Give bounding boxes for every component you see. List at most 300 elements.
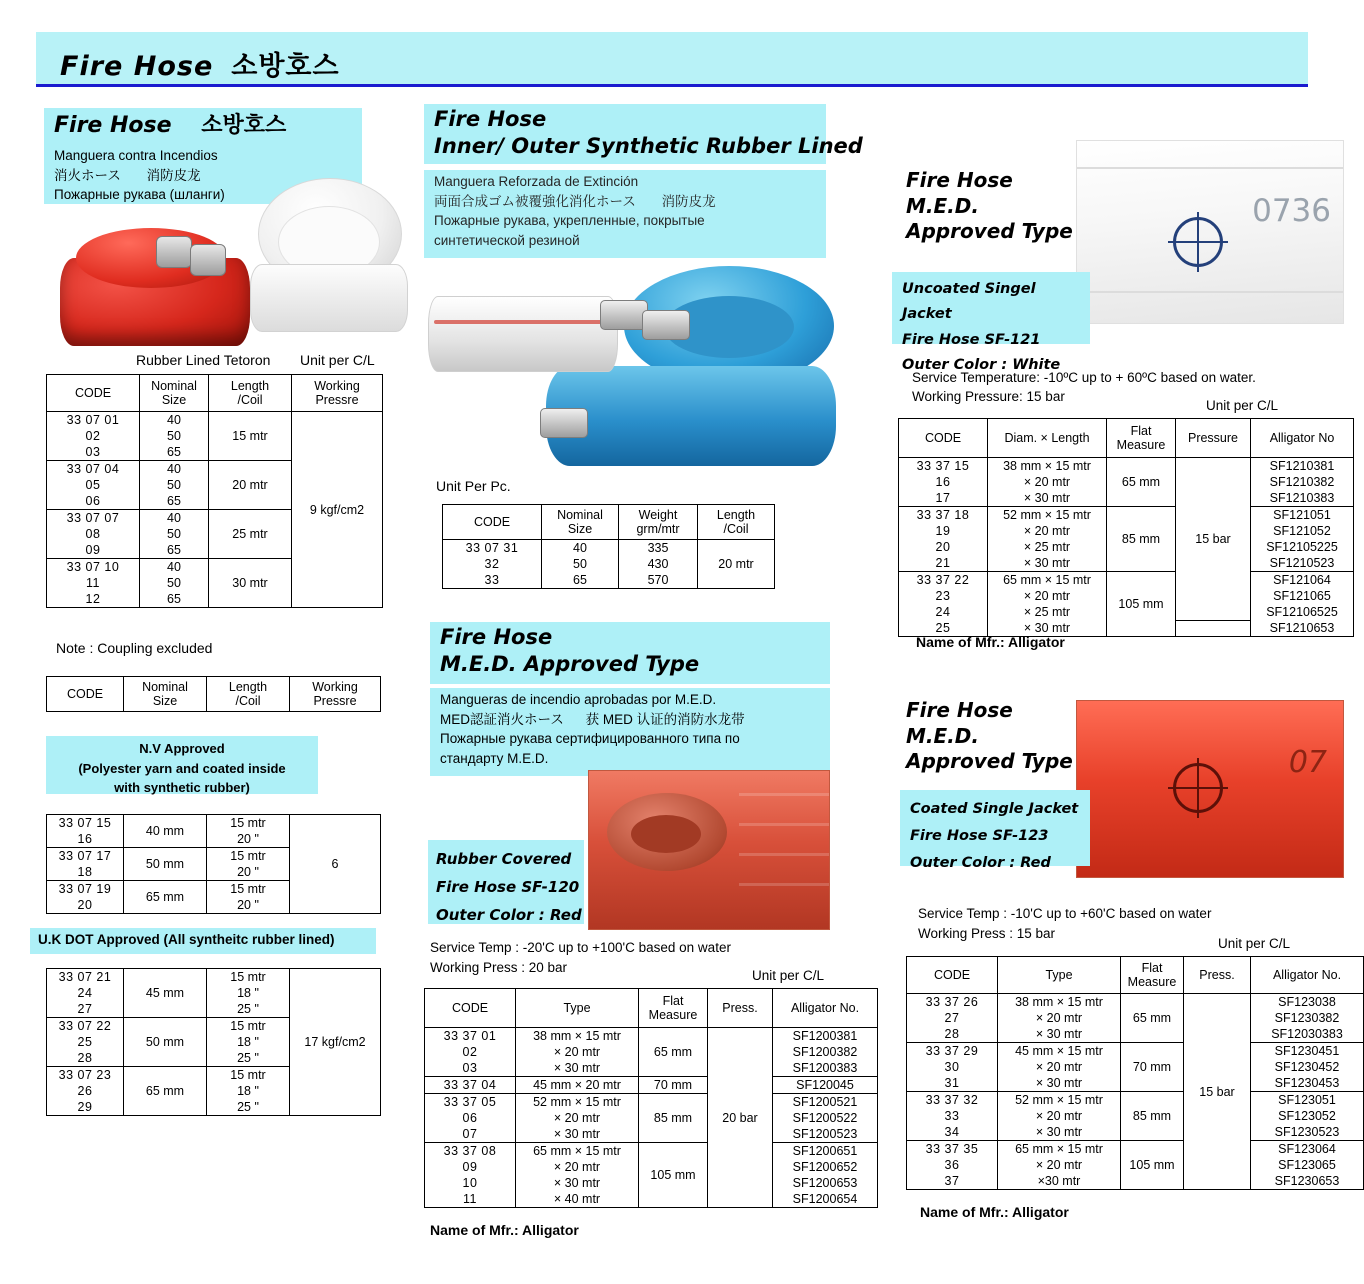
- cell-size: 40: [140, 510, 209, 527]
- cell-code: 17: [899, 490, 988, 507]
- cell-code: 03: [47, 444, 140, 461]
- cell-alligator: SF1200383: [773, 1060, 878, 1077]
- th-flat: Flat Measure: [1107, 419, 1176, 458]
- cell-size: 50: [140, 428, 209, 444]
- red-hose-photo-number: 07: [1288, 745, 1327, 780]
- cell-code: 25: [47, 1034, 124, 1050]
- cell-code: 11: [425, 1191, 516, 1208]
- right-top-title-1: Fire Hose: [906, 168, 1013, 192]
- cell-weight: 335: [619, 540, 698, 557]
- th-code: CODE: [47, 375, 140, 412]
- sf120-badge-line-2: Fire Hose SF-120: [436, 877, 580, 896]
- table-row: [907, 1043, 1364, 1060]
- right-top-mfr: Name of Mfr.: Alligator: [916, 634, 1065, 650]
- mid-bot-title-1: Fire Hose: [440, 625, 553, 649]
- mid-bot-sub-jpcn: [440, 710, 832, 730]
- cell-alligator: SF1230453: [1251, 1075, 1364, 1092]
- table-row: [907, 1092, 1364, 1109]
- cell-alligator: SF1200651: [773, 1143, 878, 1160]
- sf123-badge-line-3: Outer Color : Red: [910, 854, 1051, 871]
- cell-code: 07: [425, 1126, 516, 1143]
- cell-type: × 20 mtr: [516, 1110, 639, 1126]
- mid-bot-sub-es: Mangueras de incendio aprobadas por M.E.D.: [440, 692, 717, 707]
- right-top-table: [898, 418, 1354, 637]
- cell-code: 32: [443, 556, 542, 572]
- th-flat: Flat Measure: [639, 989, 708, 1028]
- cell-press: 20 bar: [708, 1028, 773, 1208]
- red-rubber-covered-hose-photo: [588, 770, 830, 930]
- cell-type: × 20 mtr: [988, 588, 1107, 604]
- mid-bot-mfr: Name of Mfr.: Alligator: [430, 1222, 579, 1238]
- cell-flat: 85 mm: [1121, 1092, 1184, 1141]
- cell-length: 20 mtr: [698, 540, 775, 589]
- cell-code: 33 07 17: [47, 848, 124, 865]
- cell-code: 33 37 15: [899, 458, 988, 475]
- cell-code: 03: [425, 1060, 516, 1077]
- table-row: [425, 1077, 878, 1094]
- mid-top-sub-jpcn: [434, 192, 826, 212]
- cell-alligator: SF123038: [1251, 994, 1364, 1011]
- cell-code: 06: [47, 493, 140, 510]
- cell-type: × 20 mtr: [988, 474, 1107, 490]
- cell-alligator: SF123065: [1251, 1157, 1364, 1173]
- table-row: [425, 1143, 878, 1160]
- cell-code: 33 37 04: [425, 1077, 516, 1094]
- nv-line-3: with synthetic rubber): [114, 780, 250, 795]
- table-row: [425, 1028, 878, 1045]
- table-header-row: [425, 989, 878, 1028]
- cell-size: 45 mm: [124, 969, 207, 1018]
- ship-wheel-icon: [1173, 217, 1223, 267]
- cell-length: 20 ": [207, 897, 290, 914]
- mid-top-sub-ru1: Пожарные рукава, укрепленные, покрытые: [434, 213, 705, 229]
- cell-code: 33 37 22: [899, 572, 988, 589]
- cell-length: 30 mtr: [209, 559, 292, 608]
- cell-type: ×30 mtr: [998, 1173, 1121, 1190]
- right-bot-service-temp: Service Temp : -10'C up to +60'C based on water: [918, 906, 1212, 921]
- cell-type: 65 mm × 15 mtr: [516, 1143, 639, 1160]
- sf123-badge-line-2: Fire Hose SF-123: [910, 827, 1049, 844]
- table-row: [443, 540, 775, 557]
- cell-code: 33 37 01: [425, 1028, 516, 1045]
- uk-dot-label: U.K DOT Approved (All syntheitc rubber lined): [38, 932, 335, 947]
- cell-type: × 40 mtr: [516, 1191, 639, 1208]
- cell-flat: 65 mm: [1107, 458, 1176, 507]
- cell-size: 40: [140, 461, 209, 478]
- ship-wheel-icon: [1173, 763, 1223, 813]
- sf121-badge-line-3: Outer Color : White: [902, 357, 1061, 374]
- cell-code: 33 37 35: [907, 1141, 998, 1158]
- cell-code: 33 07 04: [47, 461, 140, 478]
- cell-code: 21: [899, 555, 988, 572]
- table-row: [907, 994, 1364, 1011]
- sf123-badge-line-1: Coated Single Jacket: [910, 801, 1079, 817]
- cell-pressure: 15 bar: [1176, 458, 1251, 621]
- th-weight: Weight grm/mtr: [619, 505, 698, 540]
- table-header-row: [443, 505, 775, 540]
- cell-length: 15 mtr: [207, 969, 290, 986]
- mid-top-table: [442, 504, 775, 589]
- cell-length: 18 ": [207, 1083, 290, 1099]
- th-size: Nominal Size: [124, 677, 207, 712]
- mid-bot-title: [440, 624, 699, 678]
- right-top-service-temp: Service Temperature: -10ºC up to + 60ºC based on water.: [912, 370, 1256, 385]
- cell-alligator: SF121052: [1251, 523, 1354, 539]
- left-sub-es: Manguera contra Incendios: [54, 148, 218, 163]
- table-header-row: [47, 677, 381, 712]
- cell-alligator: SF123051: [1251, 1092, 1364, 1109]
- cell-code: 33 37 29: [907, 1043, 998, 1060]
- left-table-1: [46, 374, 383, 608]
- cell-type: × 20 mtr: [998, 1157, 1121, 1173]
- cell-weight: 570: [619, 572, 698, 589]
- right-bot-table: [906, 956, 1364, 1190]
- table-row: [907, 1141, 1364, 1158]
- mid-bot-service-temp: Service Temp : -20'C up to +100'C based on water: [430, 940, 731, 955]
- cell-alligator: SF120045: [773, 1077, 878, 1094]
- cell-length: 25 mtr: [209, 510, 292, 559]
- right-bot-title-2: M.E.D.: [906, 723, 979, 748]
- cell-code: 33 37 32: [907, 1092, 998, 1109]
- cell-size: 50: [140, 575, 209, 591]
- table-header-row: [907, 957, 1364, 994]
- cell-code: 33 07 01: [47, 412, 140, 429]
- cell-size: 65: [140, 542, 209, 559]
- table-row: [899, 458, 1354, 475]
- mid-top-unit: Unit Per Pc.: [436, 478, 511, 494]
- cell-alligator: SF1210382: [1251, 474, 1354, 490]
- th-code: CODE: [425, 989, 516, 1028]
- cell-alligator: SF12106525: [1251, 604, 1354, 620]
- cell-code: 20: [899, 539, 988, 555]
- cell-code: 11: [47, 575, 140, 591]
- mid-top-title-1: Fire Hose: [434, 107, 547, 131]
- cell-length: 15 mtr: [209, 412, 292, 461]
- cell-type: × 25 mtr: [988, 604, 1107, 620]
- cell-alligator: SF1200523: [773, 1126, 878, 1143]
- cell-working-pressure: 17 kgf/cm2: [290, 969, 381, 1116]
- page-title: [60, 44, 340, 83]
- cell-type: × 20 mtr: [998, 1059, 1121, 1075]
- cell-type: × 20 mtr: [516, 1159, 639, 1175]
- cell-alligator: SF1200654: [773, 1191, 878, 1208]
- cell-type: 38 mm × 15 mtr: [988, 458, 1107, 475]
- cell-code: 33 07 10: [47, 559, 140, 576]
- right-bot-title-3: Approved Type: [906, 749, 1073, 774]
- page-title-kr: 소방호스: [231, 51, 340, 82]
- cell-size: 65 mm: [124, 1067, 207, 1116]
- th-length: Length /Coil: [209, 375, 292, 412]
- nv-line-1: N.V Approved: [139, 741, 225, 756]
- cell-alligator: SF1210523: [1251, 555, 1354, 572]
- left-sub-jp: 消火ホース: [54, 167, 121, 183]
- cell-code: 37: [907, 1173, 998, 1190]
- cell-alligator: SF1200652: [773, 1159, 878, 1175]
- table-row: [899, 572, 1354, 589]
- cell-type: × 30 mtr: [516, 1175, 639, 1191]
- cell-length: 20 ": [207, 864, 290, 881]
- cell-size: 50 mm: [124, 848, 207, 881]
- cell-size: 65: [542, 572, 619, 589]
- right-top-unit: Unit per C/L: [1206, 398, 1279, 413]
- cell-flat: 65 mm: [639, 1028, 708, 1077]
- sf121-badge-line-1: Uncoated Singel Jacket: [902, 281, 1036, 323]
- th-size: Nominal Size: [542, 505, 619, 540]
- right-bot-title: [906, 698, 1073, 775]
- th-type: Type: [516, 989, 639, 1028]
- sf120-badge: [428, 840, 584, 924]
- cell-size: 40 mm: [124, 815, 207, 848]
- left-sub-ru: Пожарные рукава (шланги): [54, 187, 225, 203]
- sf121-badge-line-2: Fire Hose SF-121: [902, 331, 1041, 348]
- cell-code: 12: [47, 591, 140, 608]
- cell-alligator: SF1200382: [773, 1044, 878, 1060]
- cell-code: 33: [907, 1108, 998, 1124]
- cell-working-pressure: 9 kgf/cm2: [292, 412, 383, 608]
- cell-code: 33 07 21: [47, 969, 124, 986]
- th-pressure: Working Pressre: [290, 677, 381, 712]
- th-length: Length /Coil: [207, 677, 290, 712]
- cell-type: × 30 mtr: [988, 490, 1107, 507]
- cell-size: 65: [140, 493, 209, 510]
- right-bot-mfr: Name of Mfr.: Alligator: [920, 1204, 1069, 1220]
- th-size: Nominal Size: [140, 375, 209, 412]
- table-header-row: [47, 375, 383, 412]
- cell-type: 65 mm × 15 mtr: [998, 1141, 1121, 1158]
- cell-alligator: SF1230451: [1251, 1043, 1364, 1060]
- cell-code: 33 07 19: [47, 881, 124, 898]
- mid-top-subtitles: [434, 172, 826, 250]
- cell-code: 33: [443, 572, 542, 589]
- cell-code: 27: [907, 1010, 998, 1026]
- cell-size: 50: [140, 477, 209, 493]
- cell-code: 33 37 05: [425, 1094, 516, 1111]
- cell-code: 36: [907, 1157, 998, 1173]
- cell-length: 15 mtr: [207, 1018, 290, 1035]
- th-code: CODE: [899, 419, 988, 458]
- cell-alligator: SF1210383: [1251, 490, 1354, 507]
- th-alligator: Alligator No.: [773, 989, 878, 1028]
- cell-code: 23: [899, 588, 988, 604]
- nv-approved-banner: [46, 736, 318, 794]
- th-pressure: Working Pressre: [292, 375, 383, 412]
- left-table-2-header: [46, 676, 381, 712]
- sf121-badge: [892, 272, 1090, 374]
- cell-code: 30: [907, 1059, 998, 1075]
- cell-length: 15 mtr: [207, 815, 290, 832]
- cell-type: × 30 mtr: [516, 1126, 639, 1143]
- cell-alligator: SF121051: [1251, 507, 1354, 524]
- th-pressure: Pressure: [1176, 419, 1251, 458]
- right-bot-title-1: Fire Hose: [906, 698, 1013, 722]
- cell-code: 27: [47, 1001, 124, 1018]
- cell-code: 33 07 23: [47, 1067, 124, 1084]
- cell-code: 33 07 22: [47, 1018, 124, 1035]
- cell-size: 50: [140, 526, 209, 542]
- mid-top-sub-jp: 両面合成ゴム被覆強化消化ホース: [434, 193, 636, 209]
- cell-type: × 30 mtr: [998, 1124, 1121, 1141]
- red-hose-coil-photo: [60, 222, 260, 354]
- nv-line-2: (Polyester yarn and coated inside: [78, 760, 286, 776]
- cell-alligator: SF121064: [1251, 572, 1354, 589]
- cell-code: 28: [907, 1026, 998, 1043]
- cell-code: 33 37 18: [899, 507, 988, 524]
- cell-code: 28: [47, 1050, 124, 1067]
- cell-flat: 65 mm: [1121, 994, 1184, 1043]
- cell-press: 15 bar: [1184, 994, 1251, 1190]
- cell-size: 65: [140, 591, 209, 608]
- left-table1-caption: Rubber Lined Tetoron: [136, 352, 271, 368]
- cell-type: 38 mm × 15 mtr: [998, 994, 1121, 1011]
- th-flat: Flat Measure: [1121, 957, 1184, 994]
- cell-alligator: SF1200381: [773, 1028, 878, 1045]
- cell-code: 20: [47, 897, 124, 914]
- mid-top-sub-es: Manguera Reforzada de Extinción: [434, 174, 639, 189]
- cell-code: 05: [47, 477, 140, 493]
- white-hose-coil-photo: [250, 178, 410, 346]
- cell-alligator: SF1200522: [773, 1110, 878, 1126]
- cell-alligator: SF1210381: [1251, 458, 1354, 475]
- mid-bot-sub-jp: MED認証消火ホース: [440, 711, 564, 727]
- mid-bot-subtitles: [440, 690, 832, 768]
- cell-code: 10: [425, 1175, 516, 1191]
- mid-bot-table: [424, 988, 878, 1208]
- left-sub-cn: 消防皮龙: [146, 167, 201, 183]
- cell-code: 26: [47, 1083, 124, 1099]
- coupling-note: Note : Coupling excluded: [56, 640, 213, 656]
- cell-alligator: SF123052: [1251, 1108, 1364, 1124]
- cell-type: × 30 mtr: [988, 555, 1107, 572]
- cell-alligator: SF121065: [1251, 588, 1354, 604]
- cell-length: 18 ": [207, 1034, 290, 1050]
- red-med-hose-photo: [1076, 700, 1344, 878]
- cell-type: × 20 mtr: [998, 1010, 1121, 1026]
- cell-length: 25 ": [207, 1050, 290, 1067]
- cell-code: 19: [899, 523, 988, 539]
- sf120-badge-line-1: Rubber Covered: [436, 850, 572, 868]
- th-code: CODE: [443, 505, 542, 540]
- left-table-2-nv: [46, 814, 381, 914]
- cell-weight: 430: [619, 556, 698, 572]
- cell-flat: 70 mm: [1121, 1043, 1184, 1092]
- cell-code: 02: [47, 428, 140, 444]
- cell-alligator: SF1230452: [1251, 1059, 1364, 1075]
- cell-code: 09: [425, 1159, 516, 1175]
- cell-flat: 85 mm: [639, 1094, 708, 1143]
- cell-length: 15 mtr: [207, 1067, 290, 1084]
- th-code: CODE: [47, 677, 124, 712]
- mid-top-sub-cn: 消防皮龙: [661, 193, 716, 209]
- cell-code: 31: [907, 1075, 998, 1092]
- cell-code: 33 07 15: [47, 815, 124, 832]
- cell-type: 52 mm × 15 mtr: [516, 1094, 639, 1111]
- cell-length: 20 mtr: [209, 461, 292, 510]
- cell-type: 38 mm × 15 mtr: [516, 1028, 639, 1045]
- left-title-en: Fire Hose: [54, 113, 172, 138]
- cell-alligator: SF123064: [1251, 1141, 1364, 1158]
- cell-code: 18: [47, 864, 124, 881]
- cell-length: 15 mtr: [207, 881, 290, 898]
- th-code: CODE: [907, 957, 998, 994]
- sf120-badge-line-3: Outer Color : Red: [436, 905, 582, 924]
- cell-flat: 70 mm: [639, 1077, 708, 1094]
- table-row: [47, 969, 381, 986]
- table-row: [899, 507, 1354, 524]
- white-blue-hose-photo: [428, 258, 846, 480]
- cell-size: 40: [140, 412, 209, 429]
- cell-code: 16: [47, 831, 124, 848]
- cell-type: 52 mm × 15 mtr: [998, 1092, 1121, 1109]
- cell-alligator: SF12030383: [1251, 1026, 1364, 1043]
- table-header-row: [899, 419, 1354, 458]
- mid-bot-unit: Unit per C/L: [752, 968, 825, 983]
- sf123-badge: [900, 790, 1090, 871]
- cell-code: 33 07 07: [47, 510, 140, 527]
- cell-type: × 20 mtr: [988, 523, 1107, 539]
- cell-alligator: SF1230523: [1251, 1124, 1364, 1141]
- mid-bot-sub-ru2: стандарту M.E.D.: [440, 750, 549, 766]
- cell-code: 34: [907, 1124, 998, 1141]
- white-med-hose-photo: [1076, 140, 1344, 324]
- cell-code: 33 07 31: [443, 540, 542, 557]
- cell-type: 52 mm × 15 mtr: [988, 507, 1107, 524]
- uk-dot-banner: [30, 928, 376, 954]
- cell-flat: 105 mm: [639, 1143, 708, 1208]
- cell-alligator: SF1200521: [773, 1094, 878, 1111]
- cell-working-pressure: 6: [290, 815, 381, 914]
- cell-alligator: SF1230653: [1251, 1173, 1364, 1190]
- cell-type: 45 mm × 15 mtr: [998, 1043, 1121, 1060]
- table-row: [425, 1094, 878, 1111]
- table-row: [47, 815, 381, 832]
- cell-alligator: SF1200653: [773, 1175, 878, 1191]
- cell-size: 50 mm: [124, 1018, 207, 1067]
- right-bot-working-press: Working Press : 15 bar: [918, 926, 1056, 941]
- cell-alligator: SF12105225: [1251, 539, 1354, 555]
- cell-length: 25 ": [207, 1001, 290, 1018]
- right-top-title: [906, 168, 1073, 245]
- right-top-working-pressure: Working Pressure: 15 bar: [912, 389, 1065, 404]
- mid-top-title-2: Inner/ Outer Synthetic Rubber Lined: [434, 133, 863, 158]
- cell-code: 33 37 08: [425, 1143, 516, 1160]
- cell-type: × 20 mtr: [998, 1108, 1121, 1124]
- cell-size: 65: [140, 444, 209, 461]
- th-diam-length: Diam. × Length: [988, 419, 1107, 458]
- cell-type: × 25 mtr: [988, 539, 1107, 555]
- th-length: Length /Coil: [698, 505, 775, 540]
- cell-code: 16: [899, 474, 988, 490]
- cell-code: 25: [899, 620, 988, 637]
- right-top-title-2: M.E.D.: [906, 193, 979, 218]
- cell-length: 25 ": [207, 1099, 290, 1116]
- cell-alligator: SF1210653: [1251, 620, 1354, 637]
- right-bot-unit: Unit per C/L: [1218, 936, 1291, 951]
- mid-bot-working-press: Working Press : 20 bar: [430, 960, 568, 975]
- th-press: Press.: [708, 989, 773, 1028]
- table-row: [47, 412, 383, 429]
- right-top-title-3: Approved Type: [906, 219, 1073, 244]
- cell-code: 29: [47, 1099, 124, 1116]
- cell-type: 45 mm × 20 mtr: [516, 1077, 639, 1094]
- cell-code: 24: [47, 985, 124, 1001]
- left-table1-unit: Unit per C/L: [300, 352, 375, 368]
- cell-size: 50: [542, 556, 619, 572]
- white-hose-photo-number: 0736: [1252, 193, 1331, 229]
- cell-code: 09: [47, 542, 140, 559]
- cell-code: 02: [425, 1044, 516, 1060]
- cell-length: 18 ": [207, 985, 290, 1001]
- left-title-kr: 소방호스: [201, 113, 287, 138]
